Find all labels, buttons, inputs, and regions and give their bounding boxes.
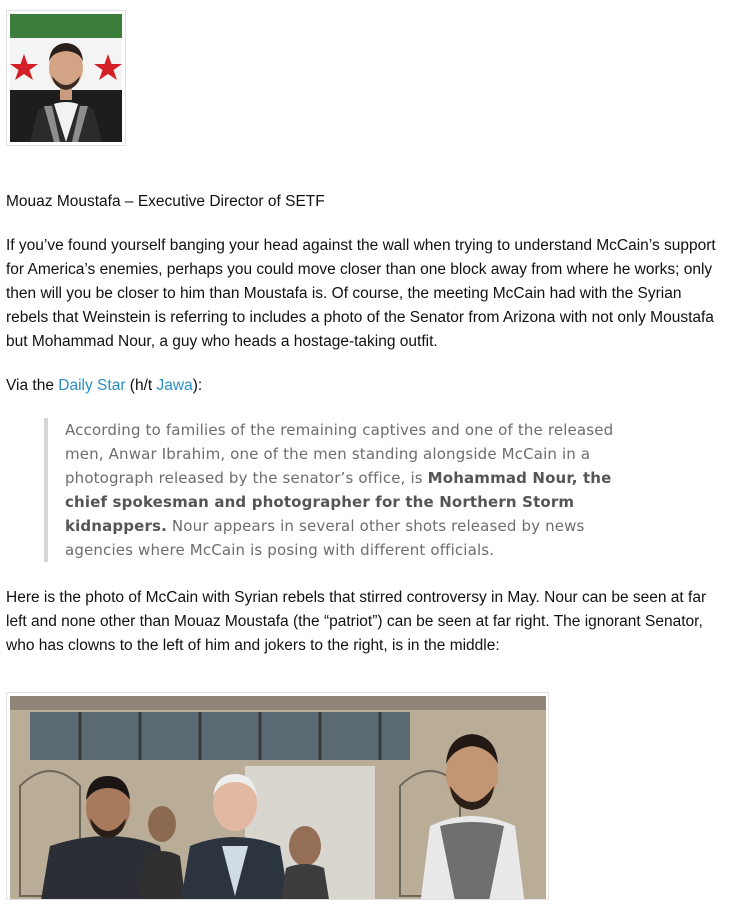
portrait-photo (6, 10, 126, 146)
quote-text-after: Nour appears in several other shots released by news agencies where McCain is posing with different officials. (65, 517, 585, 559)
quote-text-before: According to families of the remaining captives and one of the released men, Anwar Ibrahim, one of the men standing alongside McCain in a photograph released by the senator’s office, is (65, 421, 614, 487)
via-prefix: Via the (6, 377, 59, 394)
group-photo (6, 692, 549, 900)
window-band (30, 712, 410, 760)
via-suffix: ): (192, 377, 203, 394)
paragraph-photo-description: Here is the photo of McCain with Syrian rebels that stirred controversy in May. Nour can be seen at far left and none other than Mouaz Moustafa (the “patriot”) can be seen at far right. The ignorant Senator, who has clowns to the left of him and jokers to the right, is in the middle: (6, 589, 707, 654)
paragraph-intro: If you’ve found yourself banging your head against the wall when trying to understand McCain’s support for America’s enemies, perhaps you could move closer than one block away from where he works; only then will you be closer to him than Moustafa is. Of course, the meeting McCain had with the Syrian rebels that Weinstein is referring to includes a photo of the Senator from Arizona with not only Moustafa but Mohammad Nour, a guy who heads a hostage-taking outfit. (6, 237, 716, 350)
daily-star-link[interactable]: Daily Star (58, 377, 126, 394)
group-photo-image (10, 696, 546, 900)
jawa-link[interactable]: Jawa (156, 377, 193, 394)
flag-green-band (10, 14, 122, 38)
photo-caption: Mouaz Moustafa – Executive Director of SETF (6, 193, 325, 210)
roof-edge (10, 696, 546, 710)
portrait-image (10, 14, 122, 142)
blockquote (44, 418, 655, 562)
quote-bold-text: Mohammad Nour, the chief spokesman and photographer for the Northern Storm kidnappers. (65, 469, 612, 535)
via-middle: (h/t (125, 377, 157, 394)
via-line (6, 374, 721, 398)
